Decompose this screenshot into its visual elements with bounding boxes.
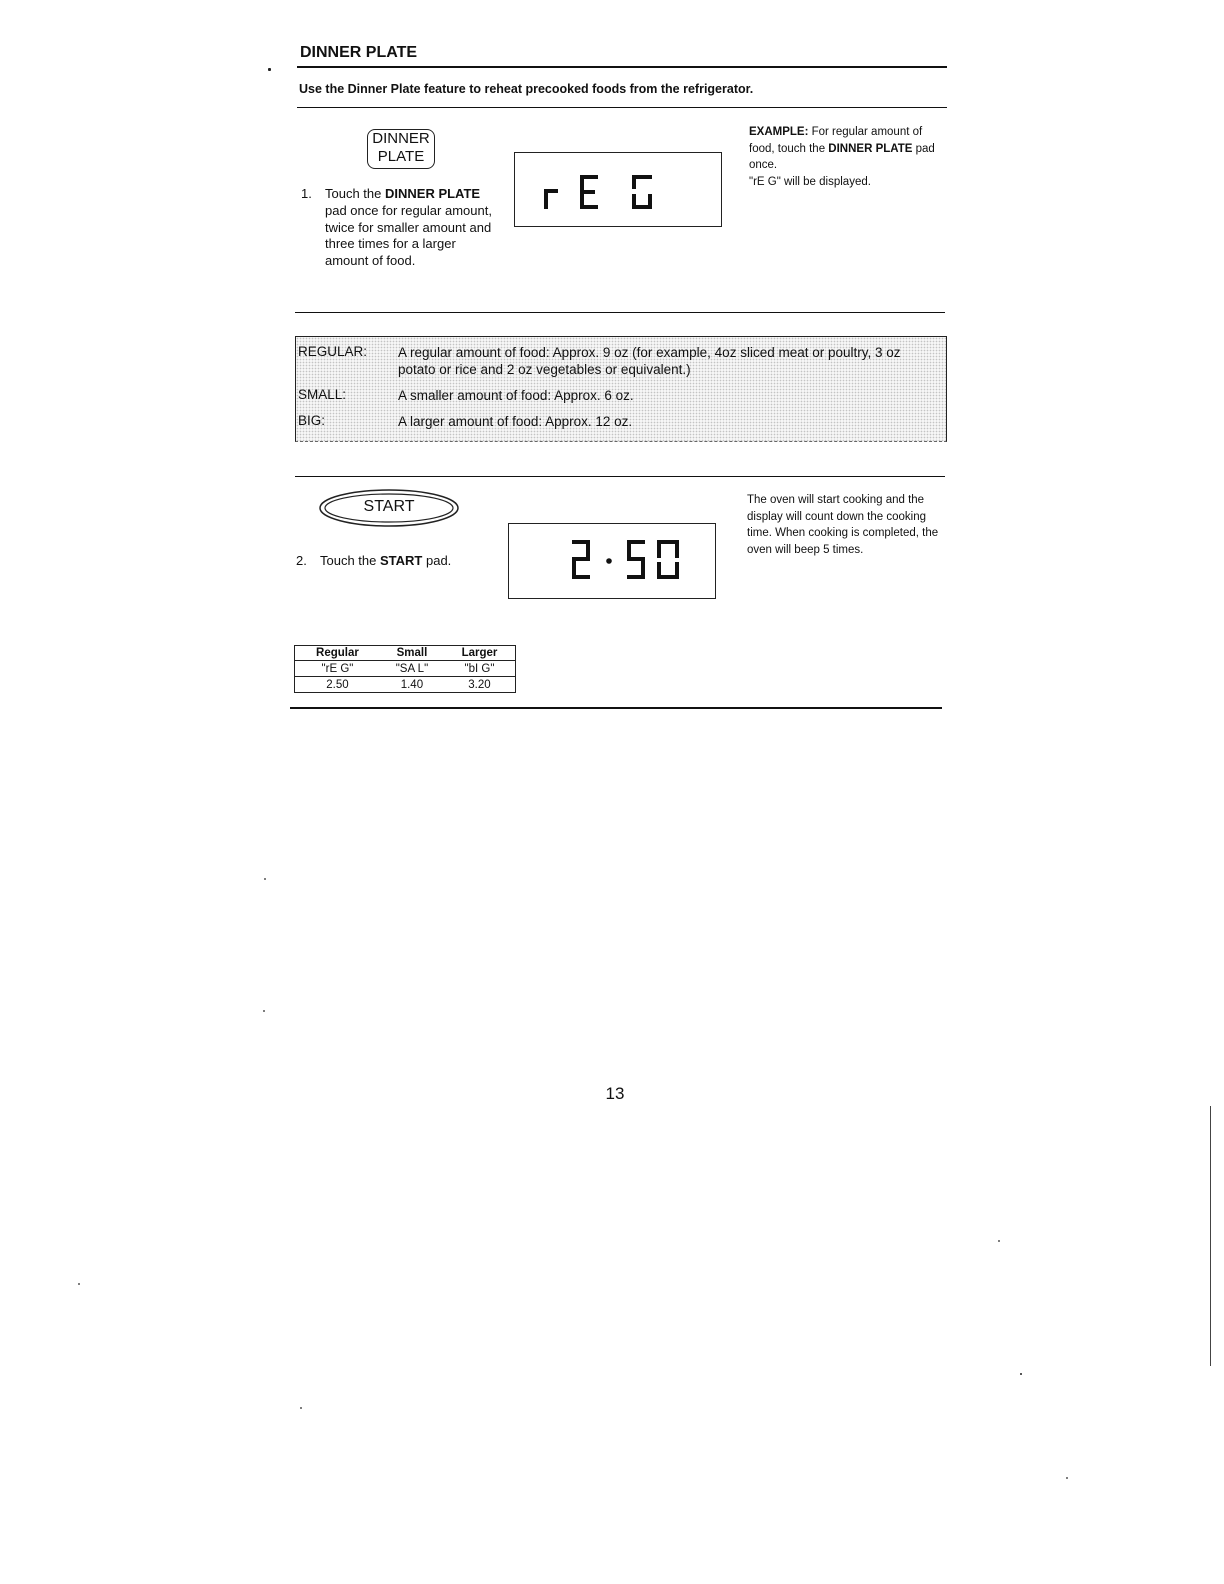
seg-e-mid [580,190,595,194]
seg-e-bottom [580,205,598,209]
table-row [295,677,516,693]
display-time-digits [509,524,715,598]
definitions-rule [295,476,945,477]
scan-speck [300,1407,302,1409]
cooking-time-table [294,645,516,693]
def-term-small: SMALL: [298,387,347,402]
display-reg-digits [515,153,721,226]
table-cell: "bI G" [444,661,516,677]
seg-2-bottom [572,575,590,579]
seg-0-right-upper [675,540,679,558]
seg-e-top [580,175,598,179]
step1-rule [295,312,945,313]
intro-text: Use the Dinner Plate feature to reheat precooked foods from the refrigerator. [299,82,754,96]
dinner-plate-pad-icon [367,129,435,169]
table-cell: "rE G" [295,661,380,677]
scan-speck [1066,1477,1068,1479]
def-desc-small: A smaller amount of food: Approx. 6 oz. [398,388,634,403]
seg-0-bottom [657,575,679,579]
step1-number: 1. [301,186,312,201]
table-cell: 1.40 [380,677,444,693]
scan-speck [268,68,271,71]
table-cell: "SA L" [380,661,444,677]
step2-number: 2. [296,553,307,568]
seg-decimal-dot [606,558,612,564]
def-term-regular: REGULAR: [298,344,368,359]
scan-edge-line [1210,1106,1211,1366]
step1-instruction: Touch the DINNER PLATE pad once for regular amount, twice for smaller amount and three times for a larger amount of food. [325,186,492,269]
scan-speck [264,878,266,880]
table-cell: 3.20 [444,677,516,693]
table-header-larger: Larger [444,646,516,661]
table-row [295,661,516,677]
scan-speck [1020,1373,1022,1375]
table-cell: 2.50 [295,677,380,693]
display-reg [514,152,722,227]
seg-g-bottom [632,205,652,209]
intro-rule [297,107,947,108]
scan-speck [998,1240,1000,1242]
section-title: DINNER PLATE [300,44,418,61]
title-rule [297,66,947,68]
step1-example: EXAMPLE: For regular amount of food, touch the DINNER PLATE pad once. "rE G" will be displayed. [749,126,935,188]
table-header-small: Small [380,646,444,661]
display-time [508,523,716,599]
seg-5-bottom [627,575,645,579]
dinner-plate-pad-line2: PLATE [377,148,425,165]
step2-note: The oven will start cooking and the display will count down the cooking time. When cooking is completed, the oven will beep 5 times. [747,494,939,556]
def-desc-regular: A regular amount of food: Approx. 9 oz (for example, 4oz sliced meat or poultry, 3 oz potato or rice and 2 oz vegetables or equivalent.) [398,345,901,377]
seg-r-top [544,189,558,193]
table-header-regular: Regular [295,646,380,661]
page-number: 13 [605,1084,625,1103]
def-desc-big: A larger amount of food: Approx. 12 oz. [398,414,633,429]
scan-speck [78,1283,80,1285]
seg-g-top [632,175,652,179]
start-pad-label: START [363,498,415,515]
bottom-rule [290,707,942,709]
dinner-plate-pad-line1: DINNER [372,130,430,147]
amount-definitions-box [295,336,947,442]
def-term-big: BIG: [298,413,326,428]
seg-0-left-upper [657,540,661,558]
table-header-row [295,646,516,661]
scan-speck [263,1010,265,1012]
start-pad-icon [318,488,460,528]
step2-instruction: Touch the START pad. [320,553,452,568]
